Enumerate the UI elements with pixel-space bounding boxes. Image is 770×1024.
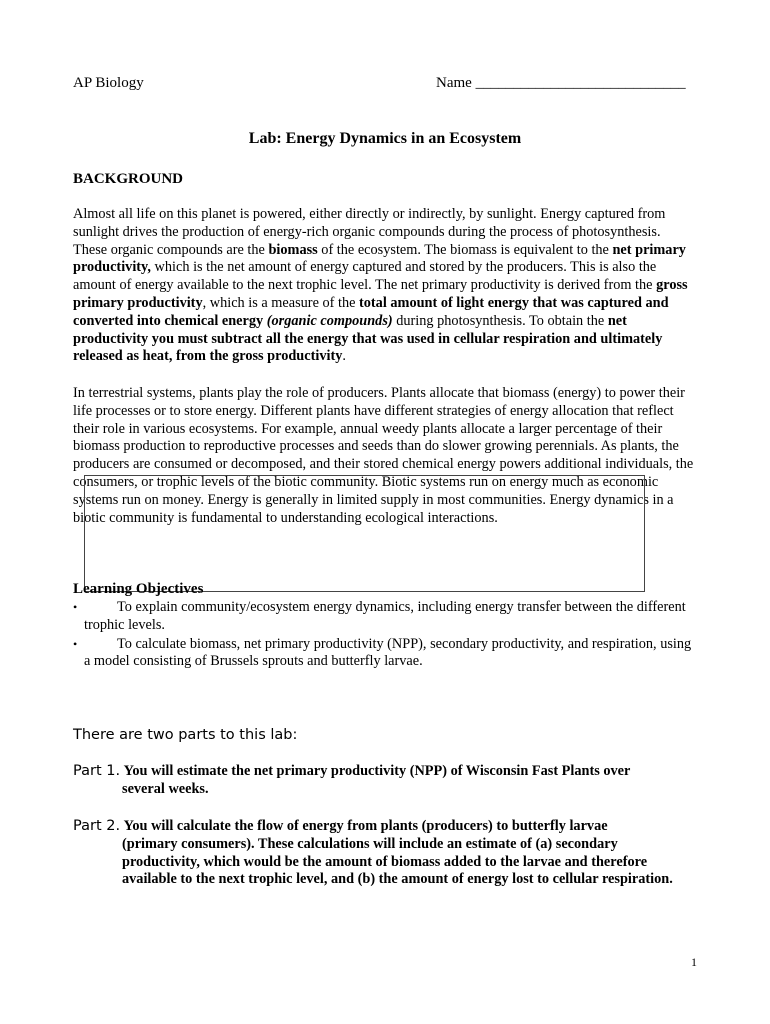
text-run: net primary productivity, <box>73 241 686 276</box>
text-run: gross primary productivity <box>73 277 688 311</box>
background-heading: BACKGROUND <box>73 171 184 187</box>
text-run: of the ecosystem. The biomass is equivalent to the <box>317 241 613 258</box>
text-run: during photosynthesis. To obtain the <box>392 312 608 329</box>
name-field: Name ____________________________ <box>436 75 686 91</box>
part-2 <box>73 818 688 889</box>
text-run: , which is a measure of the <box>202 294 360 311</box>
part-text: You will calculate the flow of energy from plants (producers) to butterfly larvae <box>123 818 608 834</box>
learning-objectives-list <box>73 599 697 672</box>
text-run: which is the net amount of energy captured and stored by the producers. This is also the amount of energy available to the next trophic level. The net primary productivity is derived from the <box>73 259 657 294</box>
list-item <box>73 636 697 672</box>
parts-intro: There are two parts to this lab: <box>73 727 298 743</box>
part-text-continued: (primary consumers). These calculations will include an estimate of (a) secondary productivity, which would be the amount of biomass added to the larvae and therefore available to the next trophic level, and (b) the amount of energy lost to cellular respiration. <box>122 835 673 888</box>
list-item <box>73 599 697 635</box>
page-number: 1 <box>691 955 697 969</box>
part-text: You will estimate the net primary productivity (NPP) of Wisconsin Fast Plants over <box>123 763 631 779</box>
text-run: biomass <box>268 241 318 258</box>
objective-text: To explain community/ecosystem energy dynamics, including energy transfer between the different trophic levels. <box>84 599 686 633</box>
text-run: . <box>342 348 346 365</box>
page-title: Lab: Energy Dynamics in an Ecosystem <box>248 130 522 147</box>
background-paragraph-1 <box>73 206 697 366</box>
part-label: Part 2. <box>73 818 121 834</box>
text-run: Almost all life on this planet is powered, either directly or indirectly, by sunlight. Energy captured from sunlight drives the production of energy-rich organic compounds during the process of photosynthesis. These organic compounds are the <box>73 206 666 258</box>
text-run: net productivity you must subtract all the energy that was used in cellular respiration and ultimately released as heat, from the gross productivity <box>73 312 663 365</box>
part-1 <box>73 763 688 799</box>
part-text-continued: several weeks. <box>122 780 209 797</box>
learning-objectives-heading: Learning Objectives <box>73 581 204 597</box>
part-label: Part 1. <box>73 763 121 779</box>
course-label: AP Biology <box>73 75 144 91</box>
text-run: (organic compounds) <box>266 312 393 329</box>
background-paragraph-2: In terrestrial systems, plants play the role of producers. Plants allocate that biomass (energy) to power their life processes or to store energy. Different plants have different strategies of energy allocation that reflect their role in various ecosystems. For example, annual weedy plants allocate a larger percentage of their biomass production to reproductive processes and seeds than do slower growing perennials. As plants, the producers are consumed or decomposed, and their stored chemical energy powers additional individuals, the consumers, or trophic levels of the biotic community. Biotic systems run on energy much as economic systems run on money. Energy is generally in limited supply in most communities. Energy dynamics in a biotic community is fundamental to understanding ecological interactions. <box>73 385 694 526</box>
text-run: total amount of light energy that was captured and converted into chemical energy <box>73 294 669 329</box>
objective-text: To calculate biomass, net primary productivity (NPP), secondary productivity, and respiration, using a model consisting of Brussels sprouts and butterfly larvae. <box>84 635 692 670</box>
